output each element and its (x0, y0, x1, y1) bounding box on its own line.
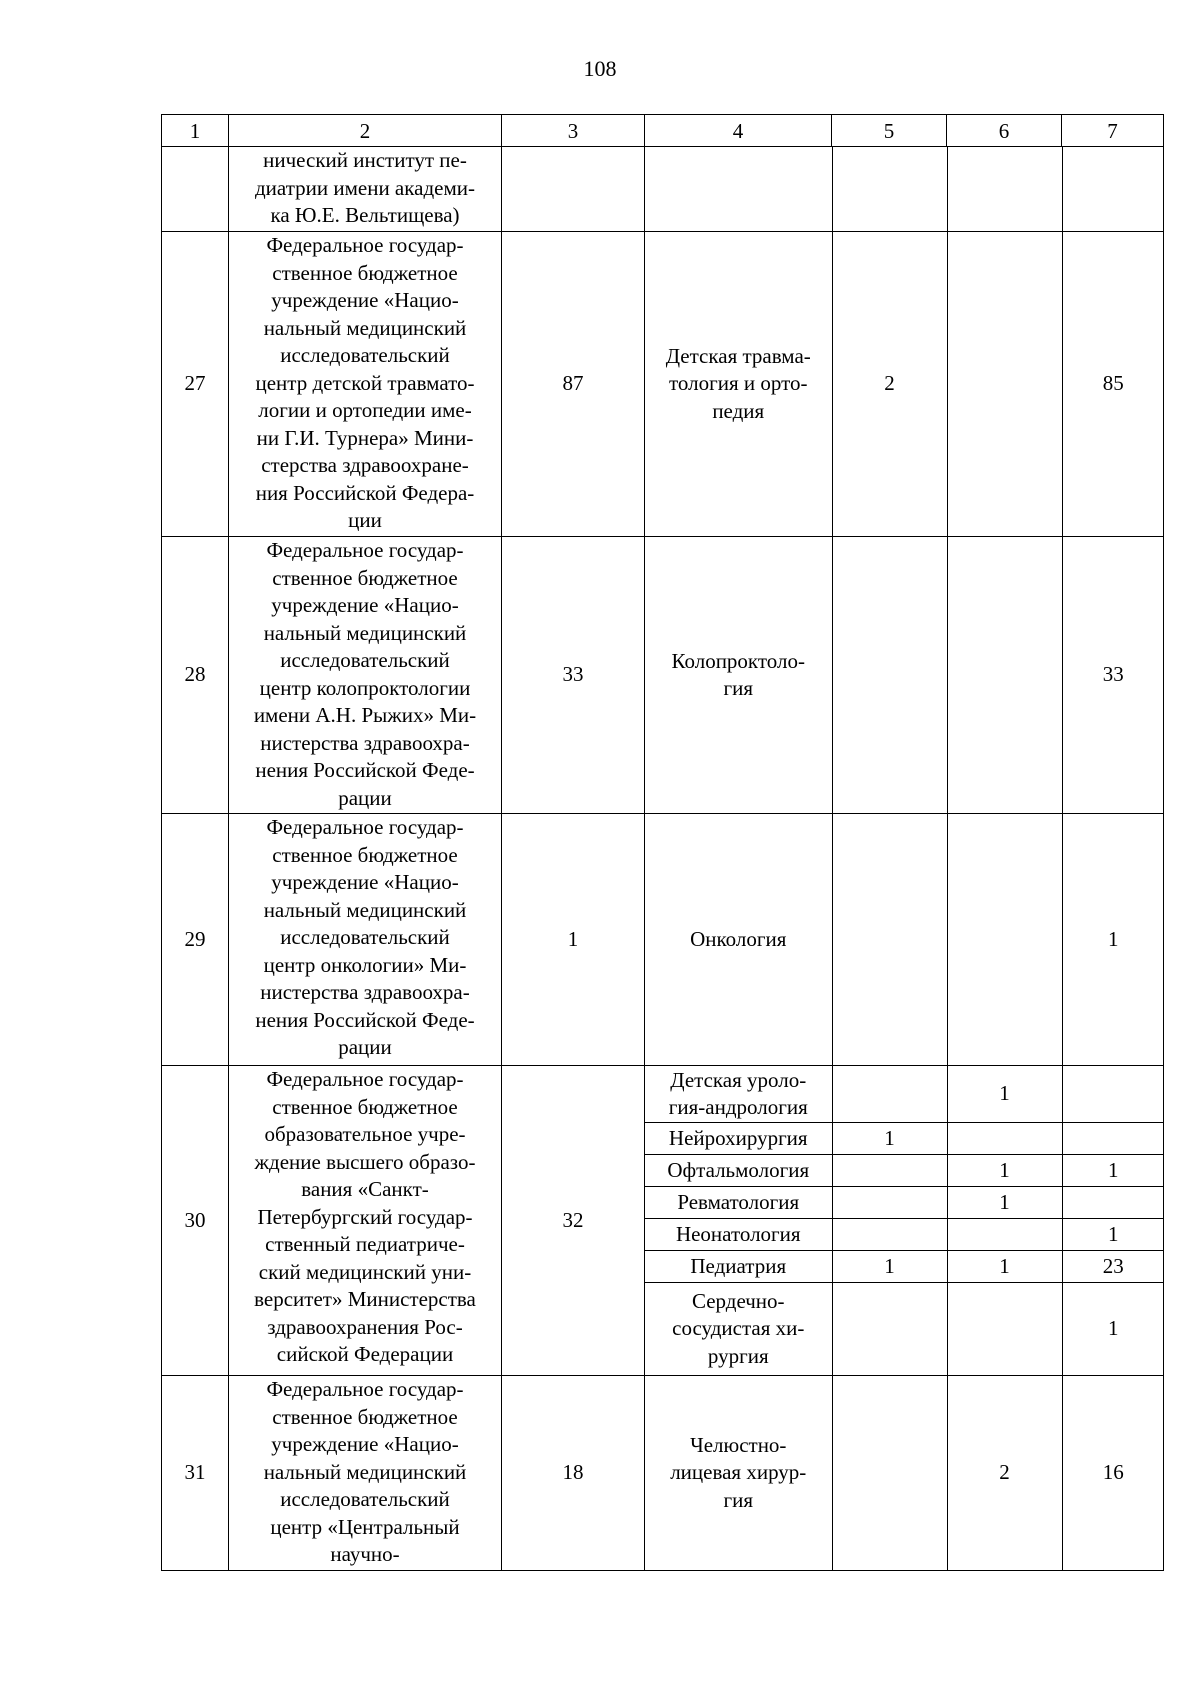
profile-row (645, 1251, 1164, 1283)
text-line: центр детской травмато- (255, 370, 475, 395)
profile-name (645, 1283, 832, 1376)
quota-c5 (832, 1219, 947, 1251)
text-line: нения Российской Феде- (255, 1007, 475, 1032)
text-line: здравоохранения Рос- (267, 1314, 463, 1339)
profile-row (645, 1155, 1164, 1187)
profile-name (645, 1066, 832, 1123)
table-row (162, 1066, 1164, 1376)
profile-name (645, 1123, 832, 1155)
profile-row (645, 814, 1164, 1065)
row-number: 28 (162, 537, 229, 814)
text-line: логии и ортопедии име- (258, 398, 472, 422)
quota-c7: 33 (1062, 537, 1164, 813)
quota-c6: 1 (947, 1155, 1062, 1187)
quota-c6 (947, 537, 1062, 813)
row-number: 31 (162, 1376, 229, 1571)
profile-breakdown (645, 1376, 1164, 1571)
quota-c7 (1062, 1187, 1164, 1219)
quota-c5 (832, 1376, 947, 1570)
text-line: рации (338, 1035, 392, 1059)
text-line: нальный медицинский (263, 1459, 467, 1484)
text-line: стерства здравоохране- (261, 453, 469, 477)
quota-c6 (947, 814, 1062, 1065)
profile-breakdown (645, 814, 1164, 1066)
header-col-2: 2 (229, 115, 502, 147)
organization-name (229, 232, 502, 537)
quota-c7: 23 (1062, 1251, 1164, 1283)
text-line: гия-андрология (668, 1095, 808, 1119)
text-line: Онкология (690, 926, 787, 951)
profile-name (645, 1376, 832, 1570)
text-line: учреждение «Нацио- (271, 870, 459, 894)
header-col-5: 5 (832, 115, 947, 147)
header-col-3: 3 (502, 115, 645, 147)
text-line: Детская травма- (665, 343, 811, 368)
row-number: 29 (162, 814, 229, 1066)
text-line: сосудистая хи- (672, 1316, 805, 1341)
table-row (162, 232, 1164, 537)
total-quota: 1 (502, 814, 645, 1066)
profile-name (645, 147, 832, 231)
text-line: сийской Федерации (276, 1342, 454, 1366)
total-quota: 33 (502, 537, 645, 814)
text-line: Федеральное государ- (266, 1067, 464, 1091)
profile-row (645, 1187, 1164, 1219)
quota-c6 (947, 1283, 1062, 1376)
text-line: лицевая хирур- (670, 1460, 807, 1485)
header-col-1: 1 (162, 115, 229, 147)
text-line: Неонатология (675, 1221, 801, 1246)
text-line: Колопроктоло- (671, 648, 805, 673)
text-line: ский медицинский уни- (258, 1259, 472, 1284)
quota-c7: 1 (1062, 814, 1164, 1065)
profile-name (645, 1155, 832, 1187)
quota-c5 (832, 1066, 947, 1123)
text-line: рации (338, 785, 392, 810)
text-line: центр колопроктологии (259, 675, 471, 700)
profile-breakdown (645, 537, 1164, 814)
quota-c6: 1 (947, 1187, 1062, 1219)
profile-breakdown (645, 1066, 1164, 1376)
table-row (162, 1376, 1164, 1571)
organization-name (229, 147, 502, 232)
text-line: исследовательский (280, 1487, 450, 1511)
text-line: Педиатрия (690, 1253, 787, 1278)
profile-subtable (645, 232, 1164, 536)
text-line: исследовательский (280, 343, 450, 367)
organization-name (229, 1376, 502, 1571)
total-quota: 32 (502, 1066, 645, 1376)
text-line: ственное бюджетное (272, 260, 458, 285)
text-line: ждение высшего образо- (254, 1149, 476, 1174)
text-line: учреждение «Нацио- (271, 1432, 459, 1456)
quota-c5 (832, 814, 947, 1065)
text-line: нистерства здравоохра- (260, 730, 470, 755)
row-number (162, 147, 229, 232)
profile-name (645, 232, 832, 536)
table-row (162, 537, 1164, 814)
profile-name (645, 1219, 832, 1251)
quota-c6: 1 (947, 1066, 1062, 1123)
quota-c7 (1062, 1123, 1164, 1155)
text-line: Офтальмология (667, 1157, 810, 1182)
text-line: верситет» Министерства (254, 1287, 476, 1311)
quota-c7: 85 (1062, 232, 1164, 536)
text-line: ни Г.И. Турнера» Мини- (256, 425, 474, 450)
text-line: Федеральное государ- (266, 1377, 464, 1401)
text-line: ка Ю.Е. Вельтищева) (270, 203, 460, 227)
text-line: педия (712, 398, 765, 423)
text-line: Ревматология (677, 1189, 800, 1214)
header-row (162, 115, 1164, 147)
profile-row (645, 147, 1164, 231)
text-line: ственный педиатриче- (265, 1232, 465, 1256)
text-line: учреждение «Нацио- (271, 593, 459, 617)
quota-c5: 1 (832, 1123, 947, 1155)
profile-row (645, 232, 1164, 536)
quota-c7: 1 (1062, 1283, 1164, 1376)
quota-c6 (947, 1219, 1062, 1251)
organization-name (229, 814, 502, 1066)
text-line: нальный медицинский (263, 897, 467, 922)
text-line: вания «Санкт- (301, 1177, 429, 1201)
quota-c7: 1 (1062, 1219, 1164, 1251)
table-row (162, 147, 1164, 232)
quota-c5 (832, 147, 947, 231)
text-line: тология и орто- (669, 371, 808, 396)
table-row (162, 814, 1164, 1066)
text-line: Детская уроло- (670, 1067, 807, 1092)
text-line: нения Российской Феде- (255, 758, 475, 782)
text-line: нический институт пе- (263, 148, 467, 172)
profile-breakdown (645, 232, 1164, 537)
profile-row (645, 1376, 1164, 1570)
text-line: Федеральное государ- (266, 815, 464, 839)
quota-c5 (832, 1283, 947, 1376)
profile-row (645, 1219, 1164, 1251)
profile-subtable (645, 537, 1164, 813)
text-line: ственное бюджетное (272, 842, 458, 867)
text-line: образовательное учре- (264, 1122, 466, 1146)
text-line: Нейрохирургия (668, 1125, 808, 1150)
text-line: гия (723, 1487, 753, 1512)
quota-c5 (832, 1187, 947, 1219)
profile-subtable (645, 1376, 1164, 1570)
profile-name (645, 814, 832, 1065)
text-line: ственное бюджетное (272, 565, 458, 590)
profile-subtable (645, 1066, 1164, 1375)
quota-c6 (947, 1123, 1062, 1155)
text-line: ственное бюджетное (272, 1094, 458, 1119)
quota-c5: 2 (832, 232, 947, 536)
text-line: ния Российской Федера- (255, 480, 475, 505)
row-number: 30 (162, 1066, 229, 1376)
profile-name (645, 537, 832, 813)
text-line: ции (348, 508, 382, 532)
header-col-4: 4 (645, 115, 832, 147)
text-line: Федеральное государ- (266, 233, 464, 257)
quota-c5 (832, 1155, 947, 1187)
text-line: центр «Центральный (270, 1514, 460, 1539)
text-line: нальный медицинский (263, 315, 467, 340)
organization-name (229, 1066, 502, 1376)
profile-row (645, 1066, 1164, 1123)
text-line: ственное бюджетное (272, 1404, 458, 1429)
text-line: рургия (707, 1343, 769, 1368)
row-number: 27 (162, 232, 229, 537)
header-col-7: 7 (1062, 115, 1164, 147)
quota-c7 (1062, 1066, 1164, 1123)
total-quota: 18 (502, 1376, 645, 1571)
header-col-6: 6 (947, 115, 1062, 147)
quota-c6: 1 (947, 1251, 1062, 1283)
quota-c7 (1062, 147, 1164, 231)
profile-row (645, 1283, 1164, 1376)
text-line: нистерства здравоохра- (260, 980, 470, 1004)
quota-c7: 16 (1062, 1376, 1164, 1570)
profile-name (645, 1251, 832, 1283)
text-line: учреждение «Нацио- (271, 288, 459, 312)
text-line: Челюстно- (690, 1432, 787, 1457)
text-line: Федеральное государ- (266, 538, 464, 562)
quota-c5 (832, 537, 947, 813)
profile-row (645, 1123, 1164, 1155)
profile-row (645, 537, 1164, 813)
text-line: гия (723, 676, 753, 700)
text-line: нальный медицинский (263, 620, 467, 645)
page-number: 108 (583, 56, 617, 81)
quota-c7: 1 (1062, 1155, 1164, 1187)
text-line: Сердечно- (691, 1288, 785, 1313)
profile-breakdown (645, 147, 1164, 232)
profile-name (645, 1187, 832, 1219)
profile-subtable (645, 147, 1164, 231)
total-quota (502, 147, 645, 232)
text-line: исследовательский (280, 648, 450, 672)
quota-c6 (947, 232, 1062, 536)
profile-subtable (645, 814, 1164, 1065)
text-line: научно- (330, 1542, 400, 1566)
data-table (161, 114, 1164, 1571)
quota-c6: 2 (947, 1376, 1062, 1570)
text-line: диатрии имени академи- (255, 175, 475, 200)
text-line: исследовательский (280, 925, 450, 949)
text-line: центр онкологии» Ми- (263, 952, 467, 977)
text-line: Петербургский государ- (257, 1204, 473, 1229)
total-quota: 87 (502, 232, 645, 537)
quota-c5: 1 (832, 1251, 947, 1283)
text-line: имени А.Н. Рыжих» Ми- (253, 703, 477, 727)
quota-c6 (947, 147, 1062, 231)
organization-name (229, 537, 502, 814)
